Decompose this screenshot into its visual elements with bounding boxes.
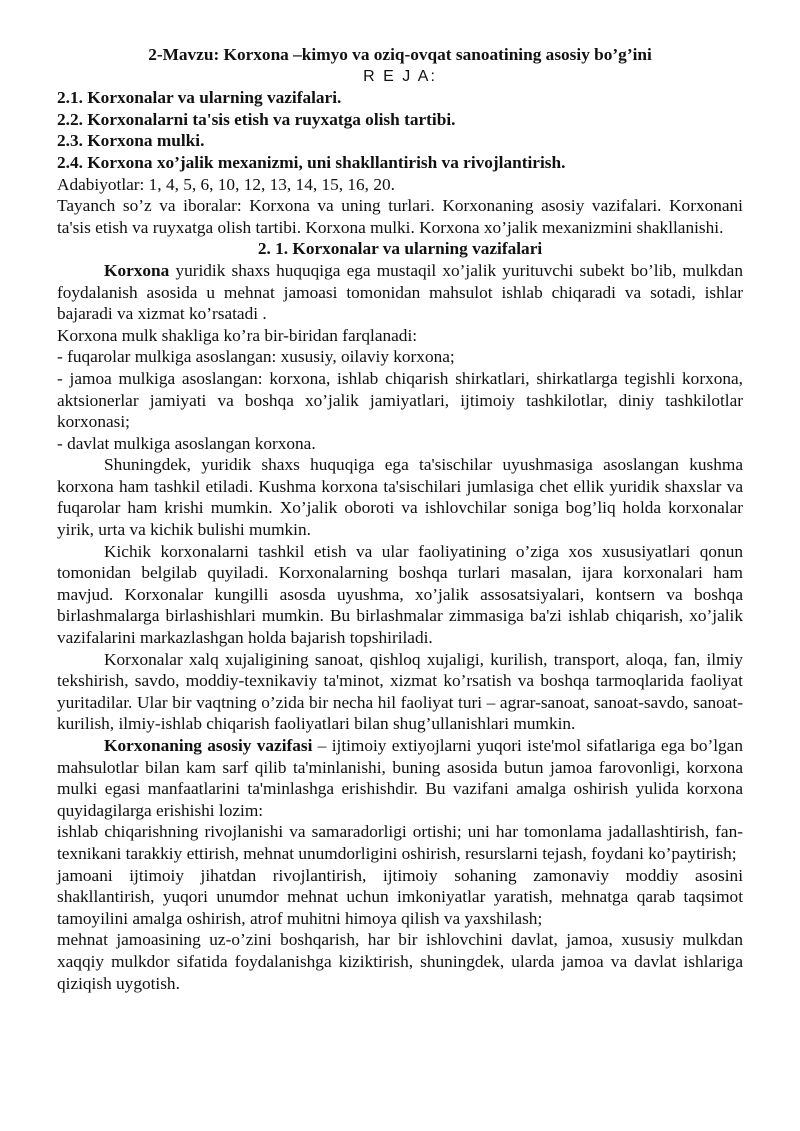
ownership-intro: Korxona mulk shakliga ko’ra bir-biridan farqlanadi:	[57, 325, 418, 345]
ownership-item: - jamoa mulkiga asoslangan: korxona, ishlab chiqarish shirkatlari, shirkatlarga tegishli korxona, aktsionerlar jamiyati va boshqa xo’jalik jamiyatlari, ijtimoiy tashkilotlar, diniy tashkilotlar korxonasi;	[57, 368, 743, 432]
literature-line: Adabiyotlar: 1, 4, 5, 6, 10, 12, 13, 14, 15, 16, 20.	[57, 174, 395, 194]
keywords-paragraph: Tayanch so’z va iboralar: Korxona va uning turlari. Korxonaning asosiy vazifalari. Korxonani ta'sis etish va ruyxatga olish tartibi. Korxona mulki. Korxona xo’jalik mexanizmini shakllanishi.	[57, 196, 743, 237]
goal-item: mehnat jamoasining uz-o’zini boshqarish, har bir ishlovchini davlat, jamoa, xususiy mulkdan xaqqiy mulkdor sifatida foydalanishga kiziktirish, shuningdek, ularda jamoa va davlat ishlariga qiziqish uygotish.	[57, 930, 743, 993]
plan-item: 2.4. Korxona xo’jalik mexanizmi, uni shakllantirish va rivojlantirish.	[57, 152, 566, 172]
definition-text: yuridik shaxs huquqiga ega mustaqil xo’jalik yurituvchi subekt bo’lib, mulkdan foydalanish asosida u mehnat jamoasi tomonidan mahsulot ishlab chiqaradi va sotadi, ishlar bajaradi va xizmat ko’rsatadi .	[57, 260, 743, 324]
goal-item: jamoani ijtimoiy jihatdan rivojlantirish, ijtimoiy sohaning zamonaviy moddiy asosini shakllantirish, yuqori unumdor mehnat uchun imkoniyatlar yaratish, mehnatga qarab taqsimot tamoyilini amalga oshirish, atrof muhitni himoya qilish va yaxshilash;	[57, 865, 743, 928]
section-title: 2. 1. Korxonalar va ularning vazifalari	[257, 239, 543, 259]
plan-item: 2.1. Korxonalar va ularning vazifalari.	[57, 88, 342, 108]
paragraph-small-enterprises: Kichik korxonalarni tashkil etish va ular faoliyatining o’ziga xos xususiyatlari qonun tomonidan belgilab quyiladi. Korxonalarning boshqa turlari masalan, ijara korxonalari ham mavjud. Korxonalar kungilli asosda uyushma, xo’jalik assosatsiyalari, kontsern va boshqa birlashmalarga birlashishlari mumkin. Bu birlashmalar zimmasiga ba'zi ishlab chiqarish, xo’jalik vazifalarini markazlashgan holda bajarish topshiriladi.	[57, 541, 743, 648]
main-task-text: – ijtimoiy extiyojlarni yuqori iste'mol sifatlariga ega bo’lgan mahsulotlar bilan kam sarf qilib ta'minlanishi, buning asosida butun jamoa farovonligi, korxona mulki egasi manfaatlarini ta'minlashga erishishdir. Bu vazifani amalga oshirish yulida korxona quyidagilarga erishishi lozim:	[57, 736, 743, 820]
term-korxona: Korxona	[104, 260, 170, 280]
document-page	[57, 44, 743, 994]
paragraph-sectors: Korxonalar xalq xujaligining sanoat, qishloq xujaligi, kurilish, transport, aloqa, fan, ilmiy tekshirish, savdo, moddiy-texnikaviy ta'minot, xizmat ko’rsatish va boshqa tarmoqlarida faoliyat yuritadilar. Ular bir vaqtning o’zida bir necha hil faoliyat turi – agrar-sanoat, sanoat-savdo, sanoat-kurilish, ilmiy-ishlab chiqarish faoliyatlari bilan shug’ullanishlari mumkin.	[57, 649, 743, 734]
document-title: 2-Mavzu: Korxona –kimyo va oziq-ovqat sanoatining asosiy bo’g’ini	[148, 45, 652, 64]
term-main-task: Korxonaning asosiy vazifasi	[104, 736, 313, 755]
paragraph-definition	[57, 260, 743, 325]
plan-heading: R E J A:	[363, 67, 437, 85]
plan-item: 2.3. Korxona mulki.	[57, 131, 205, 151]
paragraph-main-task	[57, 735, 743, 821]
paragraph-joint-venture: Shuningdek, yuridik shaxs huquqiga ega ta'sischilar uyushmasiga asoslangan kushma korxona ham tashkil etiladi. Kushma korxona ta'sischilari jumlasiga chet ellik yuridik shaxslar va fuqarolar ham krishi mumkin. Xo’jalik oboroti va ishlovchilar soniga bog’liq holda korxonalar yirik, urta va kichik bulishi mumkin.	[57, 455, 743, 540]
plan-item: 2.2. Korxonalarni ta'sis etish va ruyxatga olish tartibi.	[57, 109, 456, 129]
ownership-item: - davlat mulkiga asoslangan korxona.	[57, 433, 316, 453]
ownership-item: - fuqarolar mulkiga asoslangan: xususiy, oilaviy korxona;	[57, 347, 455, 367]
goal-item: ishlab chiqarishning rivojlanishi va samaradorligi ortishi; uni har tomonlama jadallashtirish, fan-texnikani tarakkiy ettirish, mehnat unumdorligini oshirish, resurslarni tejash, foydani ko’paytirish;	[57, 822, 743, 863]
